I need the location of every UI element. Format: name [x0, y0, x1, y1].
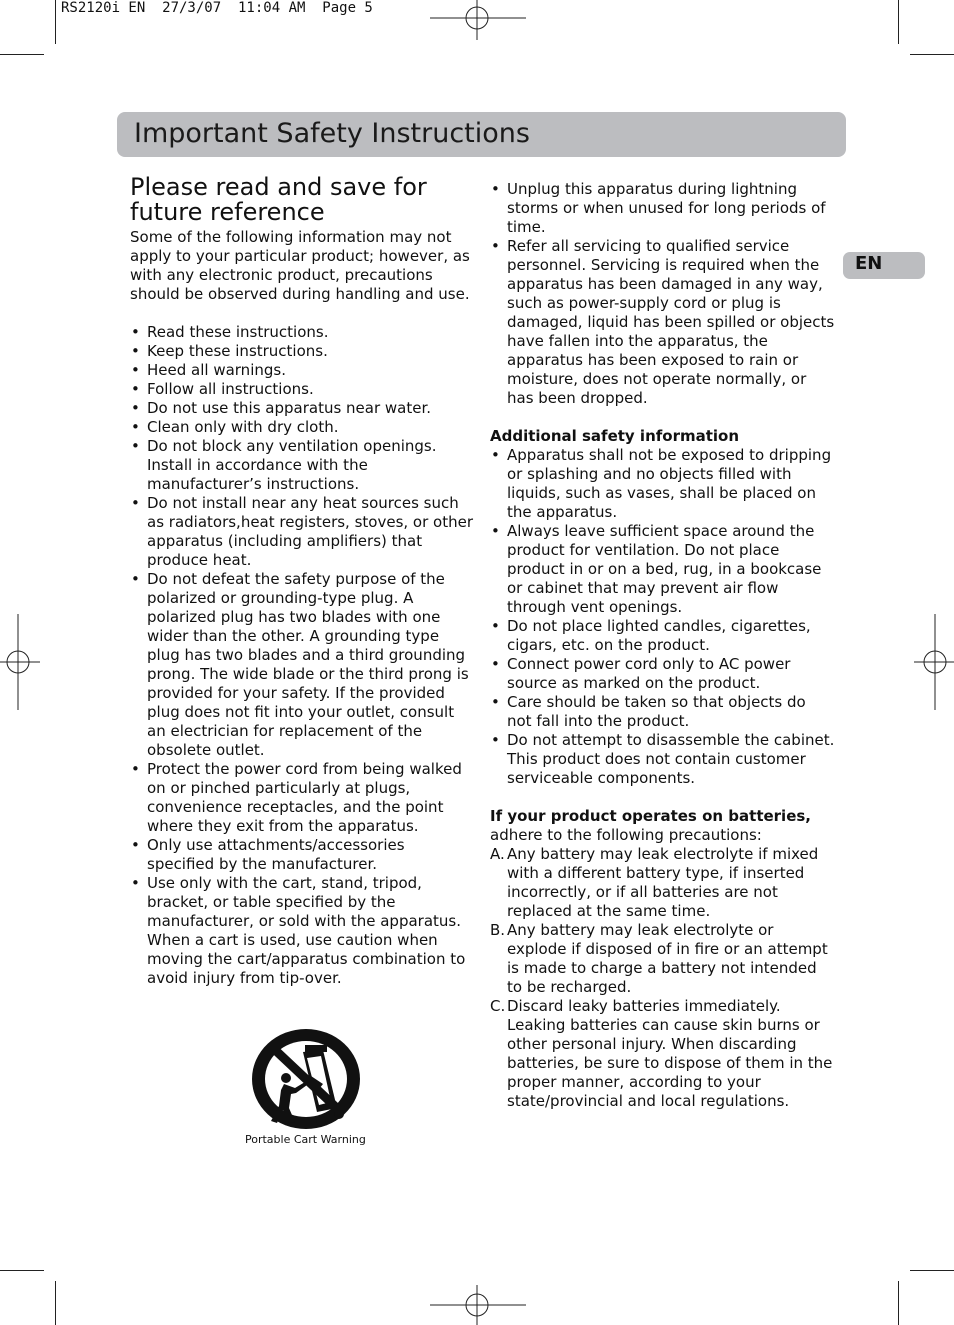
- additional-safety-list: [490, 446, 835, 788]
- crop-mark: [910, 54, 954, 55]
- list-item: [490, 845, 835, 921]
- print-slug: RS2120i EN 27/3/07 11:04 AM Page 5: [61, 0, 373, 16]
- list-item: • Do not use this apparatus near water.: [130, 399, 475, 418]
- item-letter: A.: [490, 845, 505, 863]
- registration-mark-left: [0, 614, 40, 710]
- crop-mark: [0, 54, 44, 55]
- language-tab-label: EN: [855, 253, 883, 274]
- list-item: • Connect power cord only to AC power source as marked on the product.: [490, 655, 835, 693]
- list-item: • Read these instructions.: [130, 323, 475, 342]
- list-item: • Follow all instructions.: [130, 380, 475, 399]
- item-text: Discard leaky batteries immediately. Leaking batteries can cause skin burns or other personal injury. When discarding batteries, be sure to dispose of them in the proper manner, according to your state/provincial and local regulations.: [507, 997, 833, 1110]
- list-item: • Do not defeat the safety purpose of the polarized or grounding-type plug. A polarized plug has two blades with one wider than the other. A grounding type plug has two blades and a third grounding prong. The wide blade or the third prong is provided for your safety. If the provided plug does not fit into your outlet, consult an electrician for replacement of the obsolete outlet.: [130, 570, 475, 760]
- batteries-heading: If your product operates on batteries,: [490, 807, 811, 825]
- battery-precautions-list: [490, 845, 835, 1111]
- section-heading: Please read and save for future reference: [130, 173, 427, 226]
- list-item: • Only use attachments/accessories specified by the manufacturer.: [130, 836, 475, 874]
- page-title: Important Safety Instructions: [134, 118, 530, 149]
- batteries-intro: adhere to the following precautions:: [490, 826, 762, 844]
- crop-mark: [898, 0, 899, 44]
- cart-caption: Portable Cart Warning: [245, 1133, 366, 1146]
- registration-mark-bottom: [430, 1285, 526, 1325]
- item-letter: B.: [490, 921, 506, 939]
- list-item: • Care should be taken so that objects do not fall into the product.: [490, 693, 835, 731]
- intro-paragraph: Some of the following information may not apply to your particular product; however, as with any electronic product, precautions should be observed during handling and use.: [130, 228, 470, 303]
- crop-mark: [898, 1281, 899, 1325]
- list-item: • Always leave sufficient space around the product for ventilation. Do not place product in or on a bed, rug, in a bookcase or cabinet that may prevent air flow through vent openings.: [490, 522, 835, 617]
- item-text: Any battery may leak electrolyte or explode if disposed of in fire or an attempt is made to charge a battery not intended to be recharged.: [507, 921, 828, 996]
- crop-mark: [55, 1281, 56, 1325]
- list-item: • Do not block any ventilation openings. Install in accordance with the manufacturer’s instructions.: [130, 437, 475, 494]
- list-item: [490, 997, 835, 1111]
- list-item: • Do not install near any heat sources such as radiators,heat registers, stoves, or other apparatus (including amplifiers) that produce heat.: [130, 494, 475, 570]
- list-item: • Apparatus shall not be exposed to dripping or splashing and no objects filled with liquids, such as vases, shall be placed on the apparatus.: [490, 446, 835, 522]
- list-item: • Do not attempt to disassemble the cabinet. This product does not contain customer serviceable components.: [490, 731, 835, 788]
- portable-cart-warning-icon: [251, 1028, 365, 1132]
- list-item: • Refer all servicing to qualified service personnel. Servicing is required when the apparatus has been damaged in any way, such as power-supply cord or plug is damaged, liquid has been spilled or objects have fallen into the apparatus, the apparatus has been exposed to rain or moisture, does not operate normally, or has been dropped.: [490, 237, 835, 408]
- additional-safety-heading: Additional safety information: [490, 427, 740, 445]
- instruction-list: [130, 323, 475, 988]
- list-item: • Protect the power cord from being walked on or pinched particularly at plugs, convenience receptacles, and the point where they exit from the apparatus.: [130, 760, 475, 836]
- registration-mark-right: [914, 614, 954, 710]
- left-column: [130, 228, 475, 988]
- list-item: • Clean only with dry cloth.: [130, 418, 475, 437]
- list-item: • Do not place lighted candles, cigarettes, cigars, etc. on the product.: [490, 617, 835, 655]
- item-letter: C.: [490, 997, 506, 1015]
- list-item: [490, 921, 835, 997]
- list-item: • Unplug this apparatus during lightning storms or when unused for long periods of time.: [490, 180, 835, 237]
- item-text: Any battery may leak electrolyte if mixed with a different battery type, if inserted incorrectly, or if all batteries are not replaced at the same time.: [507, 845, 819, 920]
- crop-mark: [910, 1270, 954, 1271]
- list-item: • Use only with the cart, stand, tripod, bracket, or table specified by the manufacturer, or sold with the apparatus. When a cart is used, use caution when moving the cart/apparatus combination to avoid injury from tip-over.: [130, 874, 475, 988]
- list-item: • Keep these instructions.: [130, 342, 475, 361]
- registration-mark-top: [430, 0, 526, 40]
- list-item: • Heed all warnings.: [130, 361, 475, 380]
- servicing-list: [490, 180, 835, 408]
- title-bar: [117, 112, 846, 157]
- language-tab: [843, 252, 925, 279]
- crop-mark: [55, 0, 56, 44]
- crop-mark: [0, 1270, 44, 1271]
- right-column: [490, 180, 835, 1111]
